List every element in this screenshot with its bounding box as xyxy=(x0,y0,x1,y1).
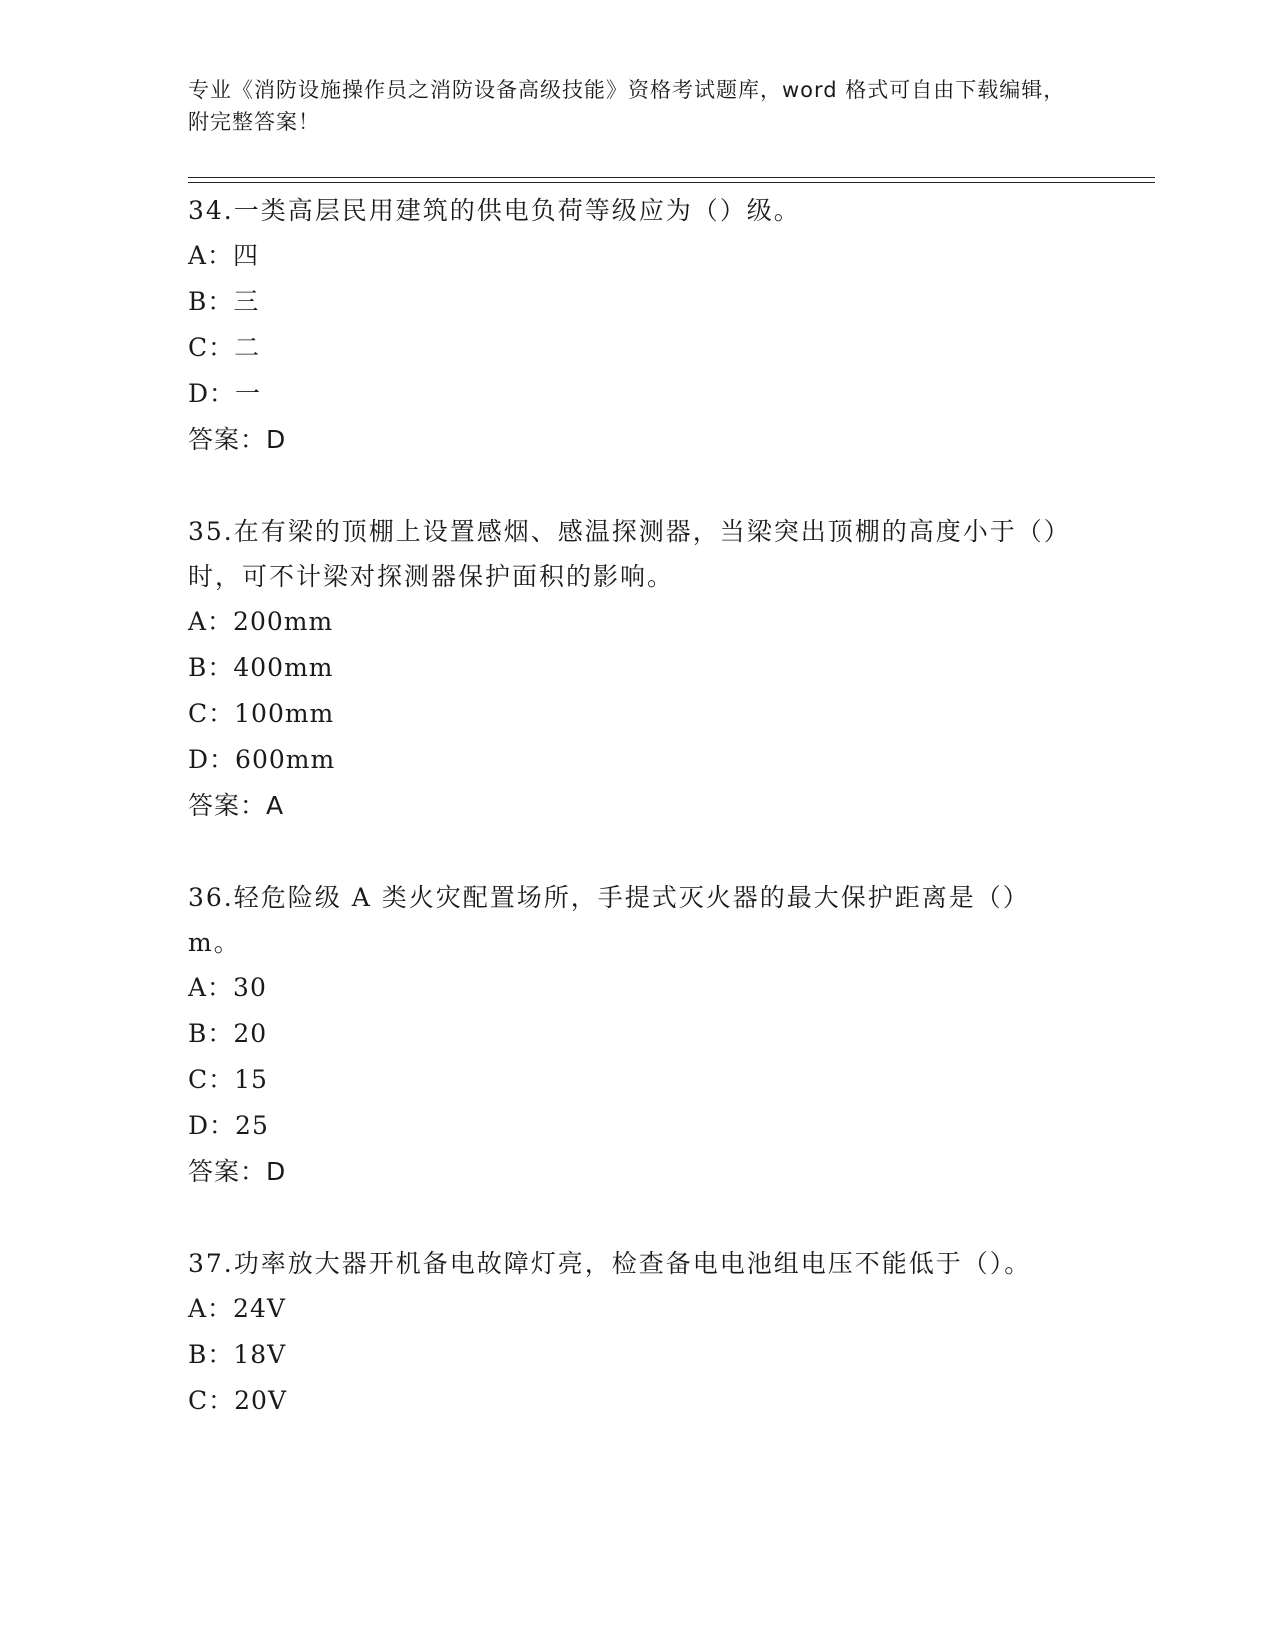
option-a: A：24V xyxy=(188,1294,286,1323)
option-a: A：200mm xyxy=(188,607,334,636)
answer-label: 答案：D xyxy=(188,1157,287,1186)
option-b: B：18V xyxy=(188,1340,287,1369)
option-a: A：30 xyxy=(188,973,267,1002)
question-36 xyxy=(188,875,1088,1195)
option-b: B：20 xyxy=(188,1019,268,1048)
question-stem: 35.在有梁的顶棚上设置感烟、感温探测器，当梁突出顶棚的高度小于（）时，可不计梁对探测器保护面积的影响。 xyxy=(188,517,1071,591)
option-b: B：400mm xyxy=(188,653,334,682)
question-stem: 37.功率放大器开机备电故障灯亮，检查备电电池组电压不能低于（）。 xyxy=(188,1249,1032,1278)
option-d: D：600mm xyxy=(188,745,336,774)
option-c: C：100mm xyxy=(188,699,335,728)
question-35 xyxy=(188,509,1088,829)
option-d: D：一 xyxy=(188,379,262,408)
option-a: A：四 xyxy=(188,241,260,270)
question-37 xyxy=(188,1241,1088,1424)
header-divider-bottom xyxy=(188,182,1155,183)
question-stem: 36.轻危险级 A 类火灾配置场所，手提式灭火器的最大保护距离是（）m。 xyxy=(188,883,1030,957)
option-c: C：二 xyxy=(188,333,261,362)
option-c: C：20V xyxy=(188,1386,287,1415)
option-d: D：25 xyxy=(188,1111,269,1140)
question-list xyxy=(188,188,1088,1470)
document-header: 专业《消防设施操作员之消防设备高级技能》资格考试题库，word 格式可自由下载编辑，附完整答案！ xyxy=(188,78,1066,134)
question-34 xyxy=(188,188,1088,463)
answer-label: 答案：A xyxy=(188,791,285,820)
option-b: B：三 xyxy=(188,287,260,316)
question-stem: 34.一类高层民用建筑的供电负荷等级应为（）级。 xyxy=(188,196,801,225)
answer-label: 答案：D xyxy=(188,425,287,454)
option-c: C：15 xyxy=(188,1065,268,1094)
header-divider-top xyxy=(188,177,1155,178)
